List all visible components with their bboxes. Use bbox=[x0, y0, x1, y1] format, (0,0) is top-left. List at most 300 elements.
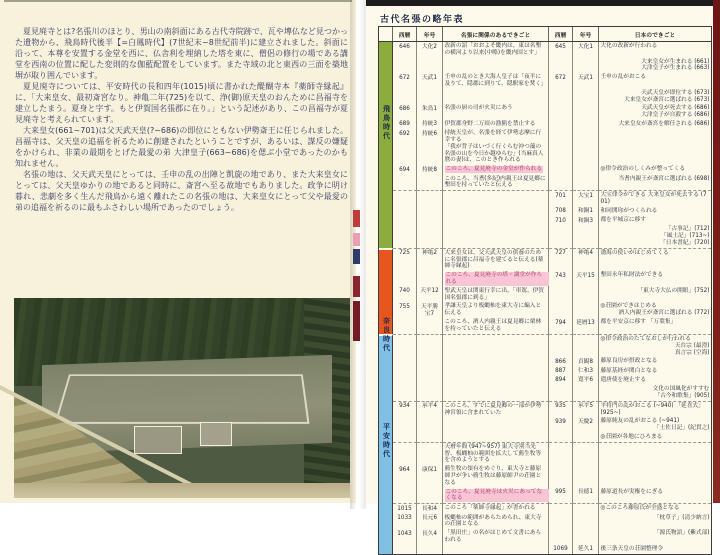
table-row bbox=[379, 376, 711, 385]
cell-e1 bbox=[417, 89, 443, 105]
event-line: 板蝿杣の範囲があらためられ、東大寺の荘園となる bbox=[444, 514, 542, 528]
cell-ev1 bbox=[443, 503, 549, 513]
cell-e2 bbox=[573, 287, 599, 303]
cell-e1: 朱鳥1 bbox=[417, 104, 443, 120]
cell-y2 bbox=[549, 287, 573, 303]
cell-e1 bbox=[417, 175, 443, 191]
cell-ev2 bbox=[599, 488, 711, 504]
table-row bbox=[379, 318, 711, 334]
cell-ev2 bbox=[599, 529, 711, 545]
cell-ev1 bbox=[443, 175, 549, 191]
era-band-nara bbox=[379, 248, 393, 271]
cell-e2: 承平5 bbox=[573, 401, 599, 418]
cell-y1 bbox=[393, 225, 417, 247]
cell-e2: 仁和3 bbox=[573, 367, 599, 376]
event-line: ◎律令政治のしくみが整ってくる bbox=[600, 166, 686, 173]
photo-wall-outline bbox=[54, 374, 309, 424]
cell-e1: 持統8 bbox=[417, 165, 443, 174]
cell-ev1 bbox=[443, 89, 549, 105]
cell-ev1 bbox=[443, 488, 549, 504]
event-line: 和同開珎がつくられる bbox=[600, 207, 658, 214]
event-line: 壬申の乱のとき大海人皇子は「夜半に及りて、隠郡に到りて、隠駅家を焚く」 bbox=[444, 74, 547, 87]
cell-e1 bbox=[417, 58, 443, 74]
cell-y2 bbox=[549, 529, 573, 545]
cell-y1: 964 bbox=[393, 465, 417, 487]
book-cover-edge bbox=[713, 0, 720, 503]
photo-bottom-strip bbox=[14, 483, 350, 498]
left-page-text bbox=[15, 26, 348, 213]
event-line: 天武天皇が死去する (686) bbox=[641, 105, 710, 112]
cell-ev1 bbox=[443, 216, 549, 225]
event-line: 大来皇女が斎宮を解任される (686) bbox=[618, 120, 710, 127]
header-nengo-japan: 年号 bbox=[573, 27, 599, 41]
event-line: 藤原基経が関白となる bbox=[600, 367, 658, 374]
cell-e1 bbox=[417, 225, 443, 247]
event-line: 大来皇女が斎宮に選ばれる (673) bbox=[624, 96, 710, 103]
cell-ev1 bbox=[443, 302, 549, 318]
cell-y1 bbox=[393, 385, 417, 401]
cell-y2 bbox=[549, 465, 573, 487]
era-band-asuka bbox=[379, 73, 393, 89]
cell-ev1 bbox=[443, 442, 549, 465]
cell-e1 bbox=[417, 357, 443, 366]
cell-e2 bbox=[573, 175, 599, 191]
cell-ev2 bbox=[599, 248, 711, 271]
table-row bbox=[379, 42, 711, 58]
cell-y2: 935 bbox=[549, 401, 573, 418]
era-band-nara bbox=[379, 287, 393, 303]
event-line: 都を平安京に移す 「万葉集」 bbox=[600, 319, 677, 326]
cell-e2: 延久1 bbox=[573, 545, 599, 554]
cell-e2 bbox=[573, 89, 599, 105]
cell-ev2 bbox=[599, 175, 711, 191]
table-row bbox=[379, 514, 711, 530]
cell-ev1 bbox=[443, 357, 549, 366]
cell-ev1 bbox=[443, 129, 549, 165]
table-row bbox=[379, 104, 711, 120]
cell-e2 bbox=[573, 529, 599, 545]
cell-y2: 894 bbox=[549, 376, 573, 385]
era-band-heian bbox=[379, 367, 393, 376]
highlighted-event: このころ、夏見廃寺は火災にあってなくなる bbox=[445, 489, 549, 503]
cell-ev1 bbox=[443, 73, 549, 89]
table-row bbox=[379, 190, 711, 207]
cell-ev2 bbox=[599, 287, 711, 303]
cell-y2 bbox=[549, 503, 573, 513]
table-row bbox=[379, 367, 711, 376]
cell-y1: 672 bbox=[393, 73, 417, 89]
cell-e2 bbox=[573, 514, 599, 530]
cell-y2: 701 bbox=[549, 190, 573, 207]
cell-e1 bbox=[417, 318, 443, 334]
cell-e2 bbox=[573, 104, 599, 120]
cell-ev1 bbox=[443, 104, 549, 120]
era-band-asuka bbox=[379, 165, 393, 174]
cell-ev2 bbox=[599, 417, 711, 433]
event-line: 藤原道長が実権をにぎる bbox=[600, 488, 664, 495]
cell-ev2 bbox=[599, 334, 711, 357]
cell-y2: 794 bbox=[549, 318, 573, 334]
table-row bbox=[379, 302, 711, 318]
cell-y1: 755 bbox=[393, 302, 417, 318]
table-row bbox=[379, 89, 711, 105]
table-row bbox=[379, 465, 711, 487]
cell-ev1 bbox=[443, 207, 549, 216]
table-row bbox=[379, 545, 711, 554]
cell-ev2 bbox=[599, 442, 711, 465]
header-nengo-nabari: 年号 bbox=[417, 27, 443, 41]
cell-ev2 bbox=[599, 120, 711, 129]
cell-ev2 bbox=[599, 42, 711, 58]
era-band-asuka bbox=[379, 175, 393, 191]
cell-e2 bbox=[573, 58, 599, 74]
cell-ev2 bbox=[599, 318, 711, 334]
event-line: 孝謙天皇より板蝿杣を東大寺に編入と伝える bbox=[444, 303, 542, 317]
cell-e1: 長元6 bbox=[417, 514, 443, 530]
cell-e1 bbox=[417, 334, 443, 357]
cell-y1: 694 bbox=[393, 165, 417, 174]
cell-ev2 bbox=[599, 367, 711, 376]
cell-e1: 天平勝宝7 bbox=[417, 302, 443, 318]
event-line: 平将門の乱がおこる (~940) 「延喜式」(925~) bbox=[600, 402, 704, 416]
cell-e1 bbox=[417, 385, 443, 401]
header-japan-events: 日本のできごと bbox=[634, 32, 676, 39]
table-row bbox=[379, 385, 711, 401]
era-band-asuka bbox=[379, 216, 393, 225]
cell-y2 bbox=[549, 58, 573, 74]
cell-ev1 bbox=[443, 376, 549, 385]
cell-e2: 大化1 bbox=[573, 42, 599, 58]
cell-ev1 bbox=[443, 529, 549, 545]
cell-ev2 bbox=[599, 376, 711, 385]
cell-e2 bbox=[573, 334, 599, 357]
cell-e1 bbox=[417, 271, 443, 287]
event-line: 真言宗 (空海) bbox=[674, 349, 710, 356]
cell-ev1 bbox=[443, 58, 549, 74]
event-line: 「黒田庄」の名がはじめて文書にあらわれる bbox=[444, 530, 542, 543]
cell-e2: 貞観8 bbox=[573, 357, 599, 366]
cell-e2 bbox=[573, 165, 599, 174]
event-line: 名張の厨の司が火災にあう bbox=[444, 105, 513, 112]
cell-y2: 645 bbox=[549, 42, 573, 58]
cell-ev2 bbox=[599, 465, 711, 487]
cell-e2: 和銅1 bbox=[573, 207, 599, 216]
event-line: 天暦年間 (947~957) 東大寺別当光智、板蝿杣の範囲を拡大して薦生牧等を含めようとする bbox=[444, 443, 542, 464]
table-row bbox=[379, 401, 711, 418]
cell-ev1 bbox=[443, 190, 549, 207]
cell-ev1 bbox=[443, 225, 549, 247]
cell-ev2 bbox=[599, 104, 711, 120]
cell-ev2 bbox=[599, 514, 711, 530]
table-row bbox=[379, 271, 711, 287]
cell-ev2 bbox=[599, 545, 711, 554]
paragraph-ooku: 大来皇女(661~701)は父天武天皇(?~686)の即位にともない伊勢斎王に任じられました。昌福寺は、父天皇の追福を祈るために創建されたということですが、あるいは、謀反の嫌疑をかけられ、非業の最期をとげた最愛の弟 大津皇子(663~686)を偲ぶ小堂であったのかも知れません。 bbox=[15, 126, 348, 168]
cell-e2 bbox=[573, 465, 599, 487]
cell-y1: 1033 bbox=[393, 514, 417, 530]
cell-y1 bbox=[393, 318, 417, 334]
edge-tab-darkred bbox=[353, 301, 360, 341]
paragraph-nabari: 名張の地は、父天武天皇にとっては、壬申の乱の出陣と凱旋の地であり、また大来皇女にとっては、父天皇ゆかりの地であると同時に、斎宮へ至る故地でもありました。政争に明け暮れ、悲劇を多く生んだ飛鳥から遠く離れたこの名張の地は、大来皇女にとって父や最愛の弟の追福を祈るのに最もふさわしい場所であったのでしょう。 bbox=[15, 170, 348, 212]
event-line: このころ、酒人内親王は夏見郷に栗林を持っていたと伝える bbox=[444, 319, 542, 333]
cell-y1 bbox=[393, 367, 417, 376]
cell-ev2 bbox=[599, 216, 711, 225]
event-line: 「枕草子」(清少納言) bbox=[653, 514, 710, 521]
table-row bbox=[379, 334, 711, 357]
cell-e1 bbox=[417, 376, 443, 385]
cell-y1 bbox=[393, 545, 417, 554]
cell-ev1 bbox=[443, 287, 549, 303]
era-band-heian bbox=[379, 385, 393, 401]
cell-y1 bbox=[393, 207, 417, 216]
cell-y1 bbox=[393, 58, 417, 74]
cell-ev1 bbox=[443, 417, 549, 433]
cell-y2: 887 bbox=[549, 367, 573, 376]
cell-y1 bbox=[393, 271, 417, 287]
era-band-heian bbox=[379, 503, 393, 513]
photo-foundation-kondo bbox=[134, 426, 182, 454]
era-band-heian bbox=[379, 514, 393, 530]
cell-e2 bbox=[573, 225, 599, 247]
event-line: 壬申の乱がおこる bbox=[600, 74, 646, 81]
cell-e1 bbox=[417, 367, 443, 376]
event-line: 大来皇女は、父天武天皇の供養のために名張郡に昌福寺を建てると伝える(薬師寺縁起) bbox=[444, 249, 544, 270]
cell-e2 bbox=[573, 433, 599, 442]
cell-y2: 939 bbox=[549, 417, 573, 433]
page-top-edge bbox=[4, 0, 352, 2]
era-label-heian: 平安時代 bbox=[382, 423, 391, 459]
cell-ev2 bbox=[599, 385, 711, 401]
header-year-japan: 西暦 bbox=[549, 27, 573, 41]
era-band-nara bbox=[379, 302, 393, 318]
event-line: 藤原純友の乱がおこる (~941) bbox=[600, 418, 680, 425]
cell-y1: 692 bbox=[393, 129, 417, 165]
cell-y1 bbox=[393, 190, 417, 207]
cell-y2: 995 bbox=[549, 488, 573, 504]
cell-y2: 743 bbox=[549, 271, 573, 287]
cell-y1: 740 bbox=[393, 287, 417, 303]
cell-ev1 bbox=[443, 271, 549, 287]
highlighted-event: このころ、夏見廃寺の金堂が作られる bbox=[445, 166, 543, 173]
table-row bbox=[379, 287, 711, 303]
cell-y2 bbox=[549, 385, 573, 401]
era-band-heian bbox=[379, 465, 393, 487]
event-line: 「我が背子はいづく行くらむ沖つ藻の名張の山を今日か越ゆらむ」(当麻真人麿の妻)は、このとき作られる bbox=[444, 143, 544, 164]
cell-ev1 bbox=[443, 385, 549, 401]
cell-y1 bbox=[393, 334, 417, 357]
cell-ev2 bbox=[599, 503, 711, 513]
cell-ev1 bbox=[443, 514, 549, 530]
era-band-heian bbox=[379, 401, 393, 418]
table-row bbox=[379, 58, 711, 74]
event-line: 大来皇女が生まれる (661) bbox=[641, 58, 710, 65]
cell-e2 bbox=[573, 129, 599, 165]
event-line: 改新の詔「おおよそ畿内は、東は名墾の横河より以来(中略)を畿内国とす」 bbox=[444, 43, 542, 56]
table-row bbox=[379, 120, 711, 129]
cell-y2 bbox=[549, 302, 573, 318]
era-label-nara: 奈良時代 bbox=[382, 317, 391, 353]
cell-e1: 承平4 bbox=[417, 401, 443, 418]
cell-e2 bbox=[573, 385, 599, 401]
edge-tab-red bbox=[353, 210, 360, 227]
event-line: 墾田永年私財法ができる bbox=[600, 272, 664, 279]
cell-ev2 bbox=[599, 73, 711, 89]
cell-ev1 bbox=[443, 433, 549, 442]
table-row bbox=[379, 73, 711, 89]
event-line: 薦生牧の領有をめぐり、東大寺と藤原師尹が争い薦生牧は藤原師尹の荘園となる bbox=[444, 466, 542, 486]
cell-y2 bbox=[549, 104, 573, 120]
cell-y2: 866 bbox=[549, 357, 573, 366]
cell-y1: 686 bbox=[393, 104, 417, 120]
event-line: 「風土記」(713~) bbox=[661, 233, 710, 240]
event-line: このころ「薬師寺縁起」が書かれる bbox=[444, 505, 536, 512]
table-row bbox=[379, 433, 711, 442]
event-line: 文化の国風化がすすむ bbox=[652, 386, 710, 393]
event-line: ◎このころ藤原氏が全盛となる bbox=[600, 505, 680, 512]
cell-ev1 bbox=[443, 120, 549, 129]
cell-e2: 寛平6 bbox=[573, 376, 599, 385]
cell-e1: 神亀2 bbox=[417, 248, 443, 271]
cell-ev1 bbox=[443, 248, 549, 271]
cell-y1 bbox=[393, 488, 417, 504]
cell-e1: 天平12 bbox=[417, 287, 443, 303]
cell-e2: 天慶2 bbox=[573, 417, 599, 433]
cell-e2: 和銅3 bbox=[573, 216, 599, 225]
table-row bbox=[379, 165, 711, 174]
cell-e1 bbox=[417, 488, 443, 504]
cell-e2: 大宝1 bbox=[573, 190, 599, 207]
cell-ev2 bbox=[599, 401, 711, 418]
era-band-heian bbox=[379, 488, 393, 504]
event-line: ◎荘園が各地にひろまる bbox=[600, 434, 663, 441]
event-line: 天台宗 (最澄) bbox=[674, 342, 710, 349]
cell-y2: 727 bbox=[549, 248, 573, 271]
cell-ev1 bbox=[443, 367, 549, 376]
event-line: 天武天皇が即位する (673) bbox=[641, 89, 710, 96]
era-band-asuka bbox=[379, 58, 393, 74]
cell-ev2 bbox=[599, 207, 711, 216]
event-line: 「源氏物語」(紫式部) bbox=[653, 530, 710, 537]
cell-y1 bbox=[393, 376, 417, 385]
era-band-heian bbox=[379, 376, 393, 385]
era-band-asuka bbox=[379, 42, 393, 58]
event-line: ◎律令政治のたてなおしが行われる bbox=[600, 335, 691, 342]
cell-ev2 bbox=[599, 433, 711, 442]
event-line: 大津皇子が自殺する (686) bbox=[641, 112, 710, 119]
cell-e2 bbox=[573, 442, 599, 465]
event-line: 当耆内親王が斎宮に選ばれる (698) bbox=[618, 175, 710, 182]
era-band-heian bbox=[379, 357, 393, 366]
cell-y1 bbox=[393, 216, 417, 225]
cell-e1: 持統6 bbox=[417, 129, 443, 165]
cell-ev1 bbox=[443, 401, 549, 418]
era-band-asuka bbox=[379, 225, 393, 247]
left-page bbox=[0, 0, 356, 503]
event-line: 持統天皇が、名張を経て伊勢志摩に行幸する bbox=[444, 130, 542, 144]
timeline-title: 古代名張の略年表 bbox=[380, 15, 465, 25]
table-row bbox=[379, 357, 711, 366]
event-line: 「日本書紀」(720) bbox=[660, 239, 710, 246]
cell-y1: 934 bbox=[393, 401, 417, 418]
event-line: 聖武天皇は関東行幸に出、「車駕、伊賀国名張郡に到る」 bbox=[444, 287, 545, 301]
event-line: 伊賀郡身野二万頃の漁猟を禁止する bbox=[444, 120, 536, 127]
cell-ev2 bbox=[599, 271, 711, 287]
cell-e2: 天武1 bbox=[573, 73, 599, 89]
era-label-asuka: 飛鳥時代 bbox=[382, 105, 391, 141]
header-year-nabari: 西暦 bbox=[393, 27, 417, 41]
table-header bbox=[379, 27, 711, 42]
cell-y1: 1043 bbox=[393, 529, 417, 545]
table-body bbox=[379, 42, 711, 554]
cell-e1 bbox=[417, 433, 443, 442]
event-line: 後三条天皇の荘園整理令 bbox=[600, 545, 664, 552]
table-row bbox=[379, 129, 711, 165]
right-page bbox=[366, 0, 713, 553]
aerial-photo bbox=[14, 298, 350, 498]
event-line: 酒人内親王が斎宮に選ばれる (772) bbox=[618, 310, 710, 317]
cell-y2 bbox=[549, 165, 573, 174]
cell-y2 bbox=[549, 442, 573, 465]
cell-e1 bbox=[417, 417, 443, 433]
event-line: 都を平城京に移す bbox=[600, 217, 646, 224]
cell-y2 bbox=[549, 225, 573, 247]
paragraph-intro: 夏見廃寺とは?名張川のほとり、男山の南斜面にある古代寺院跡で、瓦や塼仏など見つかった遺物から、飛鳥時代後半【=白鳳時代】(7世紀末~8世紀前半)に建立されました。斜面に沿って、本尊を安置する金堂を西に、仏舎利を埋納した塔を東に、僧侶の修行の場である講堂を西南の位置に配した変則的な伽藍配置をしています。また寺域の北と東西の三面を築地塀が取り囲んでいます。 bbox=[15, 27, 348, 80]
event-line: 藤原良房が摂政となる bbox=[600, 358, 658, 365]
event-line: 「土佐日記」(紀貫之) bbox=[653, 425, 710, 432]
cell-e2 bbox=[573, 302, 599, 318]
table-row bbox=[379, 207, 711, 216]
cell-e1: 天武1 bbox=[417, 73, 443, 89]
cell-ev2 bbox=[599, 165, 711, 174]
era-band-asuka bbox=[379, 190, 393, 207]
cell-e1 bbox=[417, 216, 443, 225]
cell-y1 bbox=[393, 175, 417, 191]
event-line: 「東大寺大仏の開眼」(752) bbox=[637, 287, 710, 294]
cell-y2: 1069 bbox=[549, 545, 573, 554]
cell-e2: 延暦13 bbox=[573, 318, 599, 334]
cell-y2 bbox=[549, 129, 573, 165]
era-band-asuka bbox=[379, 89, 393, 105]
cell-ev2 bbox=[599, 357, 711, 366]
cell-e1 bbox=[417, 545, 443, 554]
cell-ev1 bbox=[443, 545, 549, 554]
table-row bbox=[379, 417, 711, 433]
header-nabari-events: 名張に関係のあるできごと bbox=[443, 27, 549, 41]
cell-ev2 bbox=[599, 129, 711, 165]
table-row bbox=[379, 488, 711, 504]
table-row bbox=[379, 503, 711, 513]
table-row bbox=[379, 442, 711, 465]
cell-ev1 bbox=[443, 165, 549, 174]
event-line: 「古今和歌集」(905) bbox=[654, 393, 710, 400]
cell-y1 bbox=[393, 433, 417, 442]
cell-y2 bbox=[549, 433, 573, 442]
event-line: 大化の改新が行われる bbox=[600, 43, 658, 49]
cell-e2: 長徳1 bbox=[573, 488, 599, 504]
cell-e2: 天平15 bbox=[573, 271, 599, 287]
cell-y2: 710 bbox=[549, 216, 573, 225]
event-line: 大津皇子が生まれる (663) bbox=[641, 65, 710, 72]
header-era-column bbox=[379, 27, 393, 41]
cell-y2: 672 bbox=[549, 73, 573, 89]
event-line: このころ、すでに夏見郷の一部が伊勢神宮領に含まれていた bbox=[444, 402, 542, 416]
edge-tab-maroon bbox=[353, 276, 360, 297]
cell-y2 bbox=[549, 120, 573, 129]
cell-ev1 bbox=[443, 318, 549, 334]
cell-y2 bbox=[549, 175, 573, 191]
cell-e1: 大化2 bbox=[417, 42, 443, 58]
cell-ev2 bbox=[599, 225, 711, 247]
cell-ev2 bbox=[599, 302, 711, 318]
